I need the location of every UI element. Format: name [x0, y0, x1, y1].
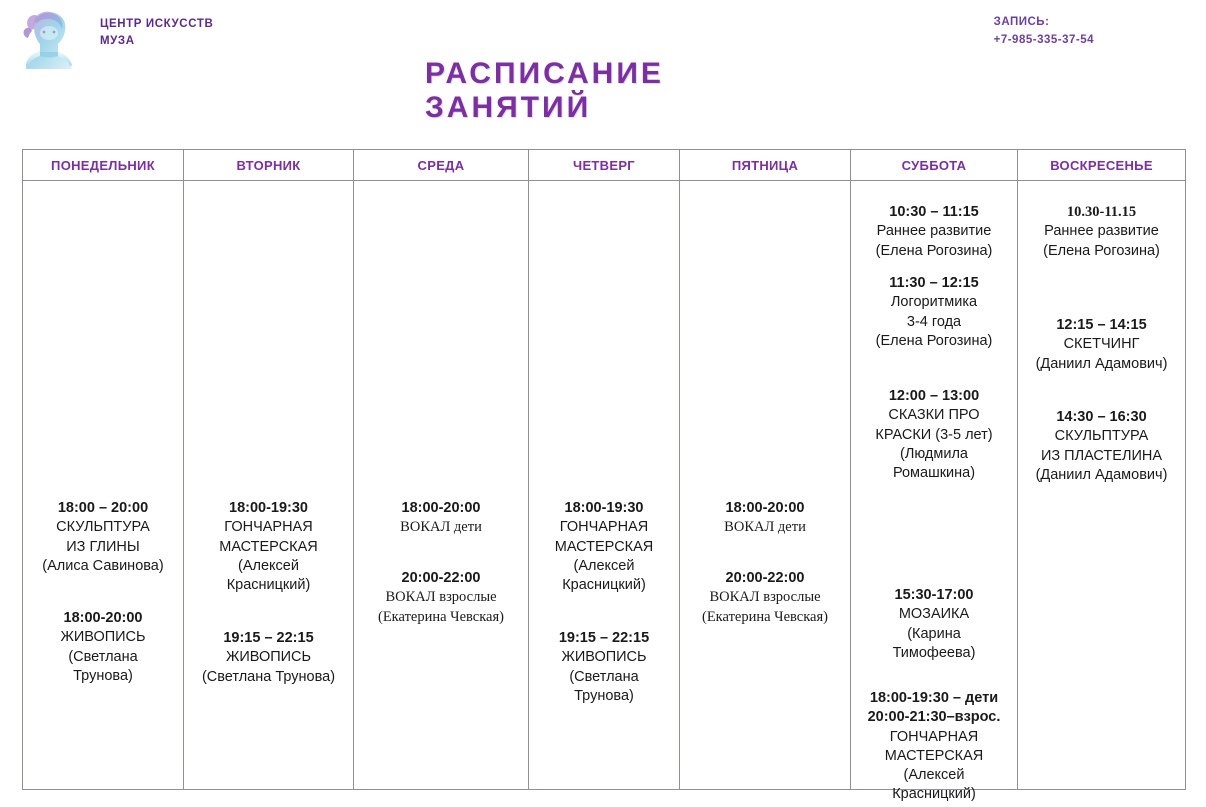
day-column-1: [23, 181, 184, 790]
class-entry[interactable]: [354, 499, 528, 538]
class-time: 20:00-22:00: [401, 570, 481, 586]
day-column-content: [680, 181, 850, 789]
class-teacher: (Людмила Ромашкина): [892, 445, 976, 482]
class-entry[interactable]: [23, 609, 183, 686]
class-entry[interactable]: [1018, 408, 1185, 485]
column-header-4: ЧЕТВЕРГ: [529, 150, 680, 181]
class-time: 10.30-11.15: [1066, 204, 1137, 220]
class-teacher: (Даниил Адамович): [1035, 355, 1168, 372]
class-entry[interactable]: [851, 689, 1017, 805]
class-teacher: (Елена Рогозина): [875, 332, 993, 349]
brand-name: [100, 16, 213, 49]
brand-logo-block: [14, 8, 213, 74]
antique-bust-icon: [14, 8, 84, 74]
class-name: Логоритмика 3-4 года: [890, 294, 978, 330]
table-header-row: [23, 150, 1186, 181]
class-time: 14:30 – 16:30: [1056, 409, 1147, 425]
class-time: 19:15 – 22:15: [558, 630, 650, 646]
class-time: 12:00 – 13:00: [888, 388, 980, 404]
day-column-content: [354, 181, 528, 789]
class-name: Раннее развитие: [876, 223, 992, 240]
class-teacher: (Елена Рогозина): [1043, 242, 1160, 259]
day-column-2: [184, 181, 354, 790]
day-column-content: [184, 181, 353, 789]
class-teacher: (Алексей Красницкий): [226, 557, 311, 594]
class-entry[interactable]: [529, 499, 679, 595]
column-header-6: СУББОТА: [851, 150, 1018, 181]
class-teacher: (Екатерина Чевская): [702, 608, 828, 625]
class-name: ЖИВОПИСЬ: [225, 649, 312, 666]
column-header-7: ВОСКРЕСЕНЬЕ: [1018, 150, 1186, 181]
class-teacher: (Екатерина Чевская): [378, 608, 504, 625]
class-name: ВОКАЛ дети: [400, 519, 482, 536]
class-teacher: (Елена Рогозина): [875, 242, 993, 259]
class-name: ГОНЧАРНАЯ МАСТЕРСКАЯ: [554, 519, 654, 555]
class-entry[interactable]: [529, 629, 679, 706]
column-header-1: ПОНЕДЕЛЬНИК: [23, 150, 184, 181]
class-name: ВОКАЛ дети: [724, 519, 806, 536]
day-column-6: [851, 181, 1018, 803]
day-column-7: [1018, 181, 1186, 790]
booking-info: [994, 14, 1094, 50]
class-time: 10:30 – 11:15: [889, 204, 979, 220]
class-teacher: (Алиса Савинова): [42, 557, 164, 574]
class-name: ГОНЧАРНАЯ МАСТЕРСКАЯ: [884, 728, 984, 764]
schedule-table-wrapper: [22, 149, 1185, 803]
column-header-5: ПЯТНИЦА: [680, 150, 851, 181]
class-time: 15:30-17:00: [894, 587, 974, 603]
class-teacher: (Даниил Адамович): [1035, 466, 1168, 483]
class-name: СКЕТЧИНГ: [1063, 336, 1140, 353]
class-teacher: (Светлана Трунова): [569, 668, 639, 704]
class-entry[interactable]: [354, 569, 528, 627]
day-column-content: [23, 181, 183, 789]
booking-label: ЗАПИСЬ:: [993, 16, 1050, 28]
class-name: ЖИВОПИСЬ: [60, 629, 146, 646]
class-time: 11:30 – 12:15: [889, 275, 979, 291]
class-entry[interactable]: [1018, 316, 1185, 374]
class-entry[interactable]: [184, 499, 353, 595]
class-entry[interactable]: [23, 499, 183, 576]
class-teacher: (Карина Тимофеева): [892, 625, 976, 661]
class-teacher: (Светлана Трунова): [68, 648, 138, 684]
class-time: 18:00-20:00: [63, 610, 143, 626]
class-entry[interactable]: [851, 586, 1017, 663]
class-teacher: (Алексей Красницкий): [562, 557, 646, 594]
class-name: ЖИВОПИСЬ: [561, 649, 647, 666]
day-column-content: [851, 181, 1017, 803]
booking-phone[interactable]: +7-985-335-37-54: [993, 33, 1094, 46]
schedule-table: [22, 149, 1186, 803]
day-column-5: [680, 181, 851, 790]
class-entry[interactable]: [851, 274, 1017, 351]
class-name: ВОКАЛ взрослые: [709, 589, 821, 606]
class-time: 20:00-22:00: [725, 570, 805, 586]
brand-name-line2: МУЗА: [100, 34, 135, 47]
page-title-line2: ЗАНЯТИЙ: [425, 90, 592, 124]
day-column-content: [529, 181, 679, 789]
class-name: ГОНЧАРНАЯ МАСТЕРСКАЯ: [219, 519, 318, 555]
table-body-row: [23, 181, 1186, 790]
day-column-4: [529, 181, 680, 790]
class-entry[interactable]: [1018, 203, 1185, 261]
page-title-line1: РАСПИСАНИЕ: [425, 57, 664, 90]
class-name: СКУЛЬПТУРА ИЗ ГЛИНЫ: [56, 519, 150, 555]
column-header-2: ВТОРНИК: [184, 150, 354, 181]
class-name: СКУЛЬПТУРА ИЗ ПЛАСТЕЛИНА: [1040, 428, 1163, 464]
class-time: 18:00-20:00: [725, 500, 805, 516]
class-name: Раннее развитие: [1044, 223, 1159, 240]
class-entry[interactable]: [851, 387, 1017, 483]
class-entry[interactable]: [184, 629, 353, 687]
class-time: 18:00-19:30 – дети 20:00-21:30–взрос.: [867, 690, 1001, 726]
day-column-3: [354, 181, 529, 790]
class-entry[interactable]: [680, 569, 850, 627]
class-time: 18:00-20:00: [401, 500, 481, 516]
class-entry[interactable]: [680, 499, 850, 538]
class-time: 19:15 – 22:15: [223, 630, 314, 646]
class-entry[interactable]: [851, 203, 1017, 261]
page-header: [0, 0, 1206, 145]
class-time: 12:15 – 14:15: [1056, 317, 1147, 333]
class-name: МОЗАИКА: [898, 606, 970, 623]
class-name: ВОКАЛ взрослые: [385, 589, 497, 606]
class-name: СКАЗКИ ПРО КРАСКИ (3-5 лет): [875, 407, 993, 443]
page-title: [425, 57, 664, 124]
class-time: 18:00-19:30: [564, 500, 644, 516]
class-time: 18:00-19:30: [229, 500, 308, 516]
class-teacher: (Алексей Красницкий): [892, 767, 976, 803]
column-header-3: СРЕДА: [354, 150, 529, 181]
brand-name-line1: ЦЕНТР ИСКУССТВ: [100, 18, 214, 30]
day-column-content: [1018, 181, 1185, 789]
class-time: 18:00 – 20:00: [57, 500, 149, 516]
class-teacher: (Светлана Трунова): [201, 668, 336, 685]
